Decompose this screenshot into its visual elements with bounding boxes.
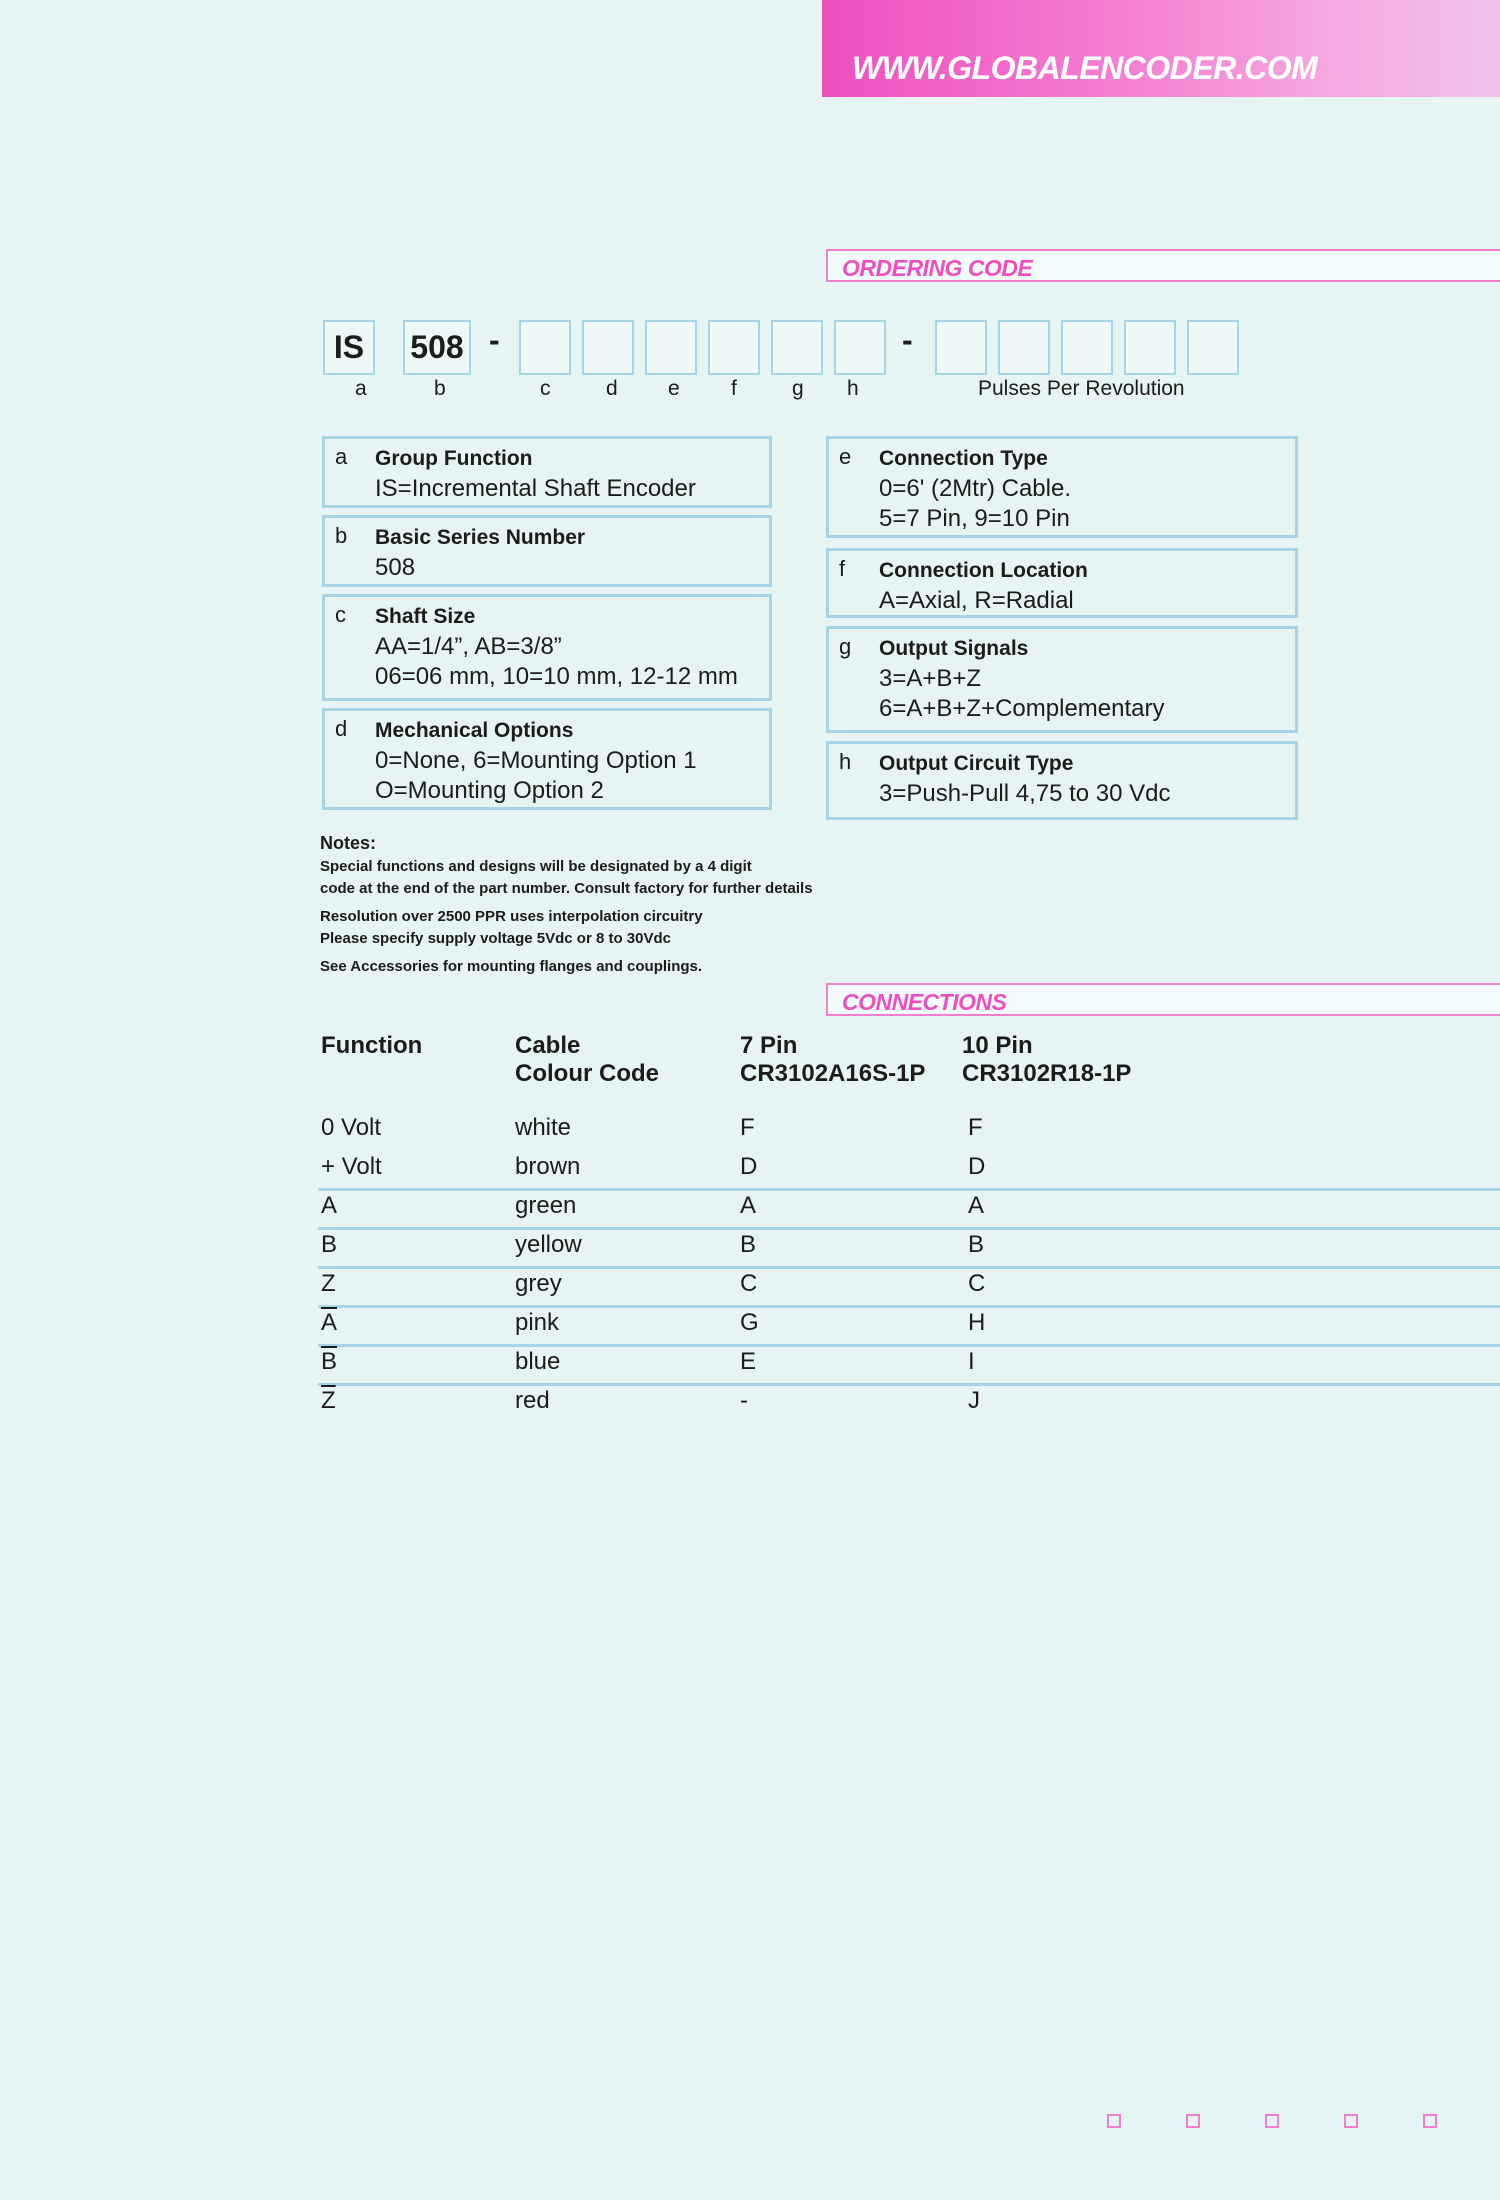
position-letter-b: b bbox=[434, 377, 446, 400]
option-letter: h bbox=[839, 749, 852, 774]
decorative-square bbox=[1107, 2114, 1121, 2128]
option-value: AA=1/4”, AB=3/8” bbox=[375, 633, 562, 660]
code-box-ppr-5 bbox=[1187, 320, 1239, 375]
cell-colour: blue bbox=[515, 1348, 561, 1375]
position-letter-h: h bbox=[847, 377, 859, 400]
option-value: 0=6' (2Mtr) Cable. bbox=[879, 475, 1071, 502]
option-letter: a bbox=[335, 444, 348, 469]
position-letter-c: c bbox=[540, 377, 551, 400]
column-header-line: Colour Code bbox=[515, 1060, 659, 1087]
table-row bbox=[318, 1383, 1500, 1422]
option-title: Output Circuit Type bbox=[879, 752, 1074, 775]
option-value: 3=A+B+Z bbox=[879, 665, 982, 692]
cell-colour: green bbox=[515, 1192, 577, 1219]
option-box-output-circuit bbox=[826, 741, 1298, 820]
position-letter-e: e bbox=[668, 377, 680, 400]
cell-10-pin: C bbox=[968, 1270, 986, 1297]
option-letter: f bbox=[839, 556, 846, 581]
cell-7-pin: E bbox=[740, 1348, 757, 1375]
header-banner bbox=[822, 0, 1500, 97]
option-value: 5=7 Pin, 9=10 Pin bbox=[879, 505, 1070, 532]
option-letter: b bbox=[335, 523, 348, 548]
cell-function: $\overline{Z}$ bbox=[321, 1387, 336, 1414]
option-title: Mechanical Options bbox=[375, 719, 574, 742]
position-letter-g: g bbox=[792, 377, 804, 400]
code-box-ppr-3 bbox=[1061, 320, 1113, 375]
decorative-square bbox=[1265, 2114, 1279, 2128]
ordering-code-heading-bar bbox=[826, 249, 1500, 282]
website-url: WWW.GLOBALENCODER.COM bbox=[852, 50, 1318, 86]
position-letter-a: a bbox=[355, 377, 367, 400]
column-header-line: 7 Pin bbox=[740, 1032, 798, 1059]
table-row bbox=[318, 1266, 1500, 1308]
cell-function: $\overline{A}$ bbox=[321, 1309, 338, 1336]
code-box-e bbox=[645, 320, 697, 375]
connections-heading: CONNECTIONS bbox=[842, 989, 1007, 1015]
option-letter: c bbox=[335, 602, 346, 627]
column-header-7-pin bbox=[740, 1032, 925, 1088]
column-header-cable-colour bbox=[515, 1032, 659, 1088]
code-box-group: IS bbox=[323, 320, 375, 375]
code-box-series: 508 bbox=[403, 320, 471, 375]
code-box-ppr-4 bbox=[1124, 320, 1176, 375]
cell-colour: white bbox=[515, 1114, 572, 1141]
option-box-group-function bbox=[322, 436, 772, 508]
option-box-basic-series bbox=[322, 515, 772, 587]
code-box-f bbox=[708, 320, 760, 375]
column-header-line: CR3102R18-1P bbox=[962, 1060, 1132, 1087]
option-value: 3=Push-Pull 4,75 to 30 Vdc bbox=[879, 780, 1171, 807]
table-row bbox=[318, 1110, 1500, 1149]
column-header-line: 10 Pin bbox=[962, 1032, 1033, 1059]
column-header-line: Cable bbox=[515, 1032, 581, 1059]
option-title: Output Signals bbox=[879, 637, 1029, 660]
code-box-d bbox=[582, 320, 634, 375]
position-letter-f: f bbox=[731, 377, 737, 400]
option-letter: e bbox=[839, 444, 852, 469]
cell-10-pin: F bbox=[968, 1114, 983, 1141]
column-header-function bbox=[321, 1032, 422, 1060]
cell-colour: grey bbox=[515, 1270, 562, 1297]
option-letter: d bbox=[335, 716, 348, 741]
code-box-ppr-1 bbox=[935, 320, 987, 375]
cell-10-pin: B bbox=[968, 1231, 985, 1258]
cell-colour: red bbox=[515, 1387, 550, 1414]
cell-7-pin: D bbox=[740, 1153, 758, 1180]
cell-colour: brown bbox=[515, 1153, 581, 1180]
notes-line: Special functions and designs will be designated by a 4 digit bbox=[320, 858, 752, 875]
cell-7-pin: B bbox=[740, 1231, 757, 1258]
cell-function: B bbox=[321, 1231, 338, 1258]
cell-colour: yellow bbox=[515, 1231, 582, 1258]
option-box-connection-location bbox=[826, 548, 1298, 618]
option-value: 6=A+B+Z+Complementary bbox=[879, 695, 1165, 722]
cell-7-pin: F bbox=[740, 1114, 755, 1141]
cell-10-pin: D bbox=[968, 1153, 986, 1180]
notes-line: Please specify supply voltage 5Vdc or 8 to 30Vdc bbox=[320, 930, 671, 947]
connections-heading-bar bbox=[826, 983, 1500, 1016]
decorative-square bbox=[1186, 2114, 1200, 2128]
ordering-code-heading: ORDERING CODE bbox=[842, 255, 1033, 281]
cell-10-pin: H bbox=[968, 1309, 986, 1336]
option-box-mechanical-options bbox=[322, 708, 772, 810]
notes-line: Resolution over 2500 PPR uses interpolation circuitry bbox=[320, 908, 703, 925]
option-letter: g bbox=[839, 634, 852, 659]
notes-heading: Notes: bbox=[320, 833, 377, 853]
table-row bbox=[318, 1305, 1500, 1347]
column-header-10-pin bbox=[962, 1032, 1131, 1088]
option-title: Shaft Size bbox=[375, 605, 476, 628]
code-box-g bbox=[771, 320, 823, 375]
option-value: IS=Incremental Shaft Encoder bbox=[375, 475, 696, 502]
option-value: 06=06 mm, 10=10 mm, 12-12 mm bbox=[375, 663, 738, 690]
cell-7-pin: - bbox=[740, 1387, 748, 1414]
option-title: Group Function bbox=[375, 447, 533, 470]
code-box-h bbox=[834, 320, 886, 375]
pulses-per-revolution-label: Pulses Per Revolution bbox=[978, 377, 1185, 400]
option-value: 508 bbox=[375, 554, 416, 581]
option-value: O=Mounting Option 2 bbox=[375, 777, 604, 804]
code-box-c bbox=[519, 320, 571, 375]
cell-colour: pink bbox=[515, 1309, 560, 1336]
option-box-connection-type bbox=[826, 436, 1298, 538]
option-box-output-signals bbox=[826, 626, 1298, 733]
option-title: Connection Type bbox=[879, 447, 1048, 470]
cell-10-pin: I bbox=[968, 1348, 975, 1375]
code-separator: - bbox=[902, 322, 913, 358]
table-row bbox=[318, 1188, 1500, 1230]
decorative-square bbox=[1423, 2114, 1437, 2128]
code-box-ppr-2 bbox=[998, 320, 1050, 375]
code-separator: - bbox=[489, 322, 500, 358]
notes bbox=[320, 832, 813, 978]
cell-function: $\overline{B}$ bbox=[321, 1348, 338, 1375]
cell-7-pin: A bbox=[740, 1192, 757, 1219]
cell-10-pin: A bbox=[968, 1192, 985, 1219]
cell-10-pin: J bbox=[968, 1387, 980, 1414]
option-value: 0=None, 6=Mounting Option 1 bbox=[375, 747, 697, 774]
cell-function: + Volt bbox=[321, 1153, 382, 1180]
cell-function: 0 Volt bbox=[321, 1114, 382, 1141]
cell-function: Z bbox=[321, 1270, 336, 1297]
option-title: Connection Location bbox=[879, 559, 1088, 582]
cell-function: A bbox=[321, 1192, 338, 1219]
table-row bbox=[318, 1344, 1500, 1386]
cell-7-pin: G bbox=[740, 1309, 759, 1336]
cell-7-pin: C bbox=[740, 1270, 758, 1297]
option-title: Basic Series Number bbox=[375, 526, 586, 549]
decorative-square bbox=[1344, 2114, 1358, 2128]
option-value: A=Axial, R=Radial bbox=[879, 587, 1074, 614]
notes-line: code at the end of the part number. Consult factory for further details bbox=[320, 880, 813, 897]
column-header-line: CR3102A16S-1P bbox=[740, 1060, 926, 1087]
table-row bbox=[318, 1149, 1500, 1191]
option-box-shaft-size bbox=[322, 594, 772, 701]
position-letter-d: d bbox=[606, 377, 618, 400]
column-header-line: Function bbox=[321, 1032, 423, 1059]
notes-line: See Accessories for mounting flanges and couplings. bbox=[320, 958, 703, 975]
table-row bbox=[318, 1227, 1500, 1269]
